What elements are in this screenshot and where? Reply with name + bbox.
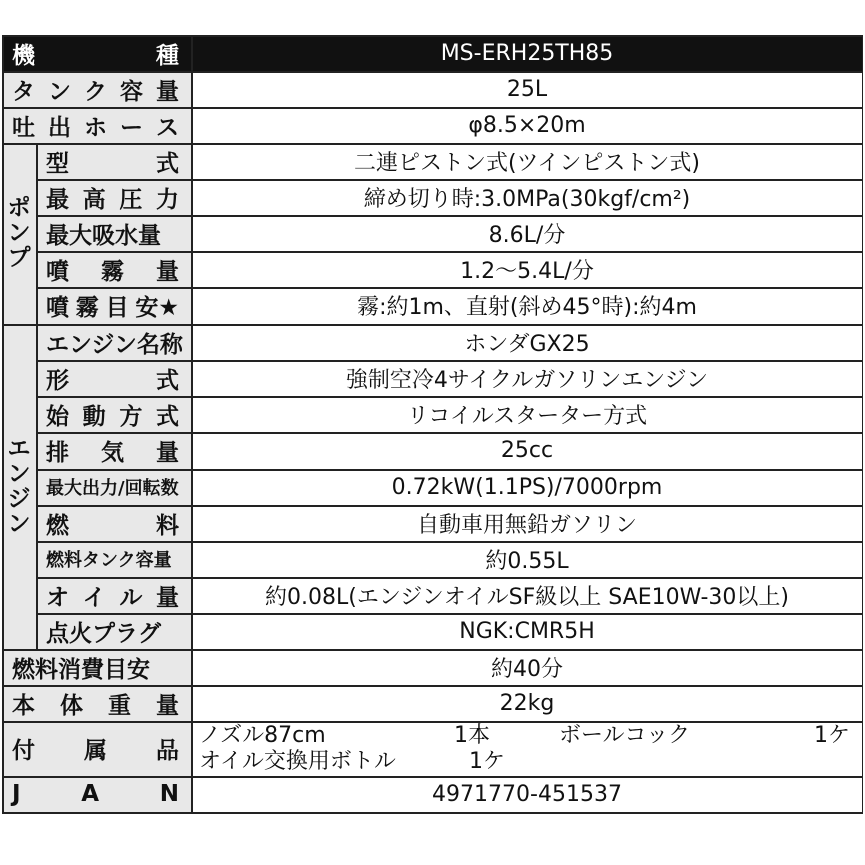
- label-char: 量: [156, 692, 179, 719]
- label-char: 形: [46, 367, 69, 394]
- tank-value: 25L: [506, 76, 548, 102]
- group-char: エ: [7, 435, 31, 462]
- label-char: 安★: [135, 295, 179, 321]
- label-char: 燃料タンク容量: [46, 550, 172, 571]
- fuel-consumption-value: 約40分: [491, 656, 563, 682]
- label-char: 本: [12, 692, 35, 719]
- label-char: 品: [156, 738, 179, 764]
- header-value: MS-ERH25TH85: [191, 35, 863, 71]
- label-char: ー: [120, 114, 143, 141]
- grid-line: [2, 776, 863, 778]
- start-method-label: [36, 396, 191, 432]
- label-char: 吐: [12, 114, 35, 141]
- label-char: A: [81, 781, 100, 807]
- label-char: 最大出力/回転数: [46, 478, 179, 499]
- grid-line: [36, 251, 863, 253]
- pump-group-label: [2, 143, 36, 324]
- label-char: 霧: [101, 258, 124, 285]
- plug-value: NGK:CMR5H: [459, 618, 595, 644]
- hose-value: φ8.5×20m: [468, 112, 586, 138]
- grid-line: [36, 469, 863, 471]
- weight-value: 22kg: [499, 690, 555, 716]
- label-char: 方: [119, 403, 143, 430]
- label-char: 機: [12, 42, 35, 69]
- oil-label: [36, 577, 191, 613]
- displacement-label: [36, 432, 191, 469]
- label-char: ク: [84, 78, 107, 105]
- plug-label: [36, 613, 191, 649]
- label-char: 重: [108, 692, 131, 719]
- accessories-label: [2, 721, 191, 776]
- label-char: オ: [46, 584, 69, 611]
- label-char: 料: [156, 512, 179, 539]
- label-char: 最大吸水量: [46, 222, 161, 249]
- grid-line: [36, 505, 863, 507]
- group-char: ン: [7, 460, 31, 487]
- accessory-qty: 1ケ: [469, 748, 505, 774]
- pump-type-label: [36, 143, 191, 179]
- jan-value: 4971770-451537: [432, 781, 622, 807]
- label-char: 始: [46, 403, 69, 430]
- label-char: 型: [46, 150, 69, 177]
- fuel-consumption-label: [2, 649, 191, 685]
- spray-guide-label: [36, 287, 191, 324]
- grid-line: [862, 35, 864, 812]
- grid-line: [36, 396, 863, 398]
- label-char: タ: [12, 78, 35, 105]
- grid-line: [2, 107, 863, 109]
- max-output-label: [36, 469, 191, 505]
- grid-line: [191, 35, 193, 812]
- accessory-name: ノズル87cm: [199, 722, 326, 748]
- label-char: 高: [82, 186, 106, 213]
- label-char: 付: [12, 738, 35, 764]
- label-char: N: [159, 781, 179, 807]
- label-char: 体: [60, 692, 83, 719]
- label-char: 霧: [75, 295, 99, 321]
- label-char: J: [12, 781, 21, 807]
- accessory-qty: 1本: [454, 722, 490, 748]
- fuel-value: 自動車用無鉛ガソリン: [416, 512, 637, 538]
- label-char: 燃料消費目安: [12, 656, 150, 683]
- max-output-value: 0.72kW(1.1PS)/7000rpm: [391, 474, 663, 500]
- group-char: ン: [7, 510, 31, 537]
- label-char: 最: [46, 186, 69, 213]
- label-char: 属: [84, 738, 107, 764]
- max-suction-label: [36, 215, 191, 251]
- weight-label: [2, 685, 191, 721]
- start-method-value: リコイルスターター方式: [406, 403, 648, 429]
- label-char: 容: [120, 78, 143, 105]
- tank-label: [2, 71, 191, 107]
- accessory-qty: 1ケ: [814, 722, 850, 748]
- label-char: ル: [119, 584, 143, 611]
- grid-line: [2, 71, 863, 73]
- grid-line: [2, 35, 4, 812]
- grid-line: [36, 577, 863, 579]
- label-char: 量: [156, 258, 179, 285]
- label-char: エンジン名称: [46, 331, 183, 358]
- grid-line: [2, 649, 863, 651]
- grid-line: [36, 179, 863, 181]
- hose-label: [2, 107, 191, 143]
- label-char: 量: [156, 440, 179, 466]
- label-char: 排: [46, 440, 69, 466]
- grid-line: [2, 721, 863, 723]
- grid-line: [2, 812, 863, 814]
- max-pressure-value: 締め切り時:3.0MPa(30kgf/cm²): [363, 186, 691, 212]
- oil-value: 約0.08L(エンジンオイルSF級以上 SAE10W-30以上): [265, 584, 789, 610]
- engine-type-value: 強制空冷4サイクルガソリンエンジン: [345, 367, 709, 393]
- label-char: 燃: [46, 512, 69, 539]
- max-suction-value: 8.6L/分: [488, 222, 566, 248]
- label-char: 量: [156, 78, 179, 105]
- label-char: 点火プラグ: [46, 620, 161, 647]
- header-label: [2, 35, 191, 71]
- jan-label: [2, 776, 191, 812]
- accessory-name: オイル交換用ボトル: [199, 748, 396, 774]
- grid-line: [36, 287, 863, 289]
- accessories-value: [191, 721, 863, 776]
- accessory-name: ボールコック: [559, 722, 691, 748]
- group-char: ン: [7, 220, 31, 246]
- fuel-tank-label: [36, 541, 191, 577]
- spray-label: [36, 251, 191, 287]
- fuel-label: [36, 505, 191, 541]
- grid-line: [36, 215, 863, 217]
- label-char: ホ: [84, 114, 107, 141]
- grid-line: [36, 143, 38, 649]
- label-char: 噴: [46, 258, 69, 285]
- label-char: 噴: [46, 295, 69, 321]
- label-char: 出: [48, 114, 71, 141]
- grid-line: [2, 143, 863, 145]
- grid-line: [36, 541, 863, 543]
- label-char: ス: [156, 114, 179, 141]
- group-char: ジ: [7, 485, 31, 512]
- label-char: 動: [82, 403, 106, 430]
- grid-line: [2, 35, 863, 37]
- label-char: 量: [155, 584, 179, 611]
- grid-line: [36, 432, 863, 434]
- grid-line: [36, 360, 863, 362]
- label-char: 種: [156, 42, 179, 69]
- label-char: 力: [155, 186, 179, 213]
- displacement-value: 25cc: [500, 438, 554, 463]
- label-char: 式: [156, 367, 179, 394]
- group-char: プ: [7, 245, 31, 271]
- grid-line: [2, 324, 863, 326]
- engine-name-label: [36, 324, 191, 360]
- fuel-tank-value: 約0.55L: [485, 548, 569, 574]
- spray-value: 1.2〜5.4L/分: [460, 258, 594, 284]
- grid-line: [2, 685, 863, 687]
- spray-guide-value: 霧:約1m、直射(斜め45°時):約4m: [357, 295, 697, 320]
- label-char: 気: [101, 440, 124, 466]
- label-char: 圧: [119, 186, 143, 213]
- engine-type-label: [36, 360, 191, 396]
- pump-type-value: 二連ピストン式(ツインピストン式): [353, 150, 701, 176]
- grid-line: [36, 613, 863, 615]
- engine-name-value: ホンダGX25: [464, 331, 590, 357]
- group-char: ポ: [7, 195, 31, 221]
- label-char: ン: [48, 78, 71, 105]
- engine-group-label: [2, 324, 36, 649]
- label-char: 式: [155, 403, 179, 430]
- max-pressure-label: [36, 179, 191, 215]
- label-char: イ: [82, 584, 106, 611]
- label-char: 目: [105, 295, 129, 321]
- label-char: 式: [156, 150, 179, 177]
